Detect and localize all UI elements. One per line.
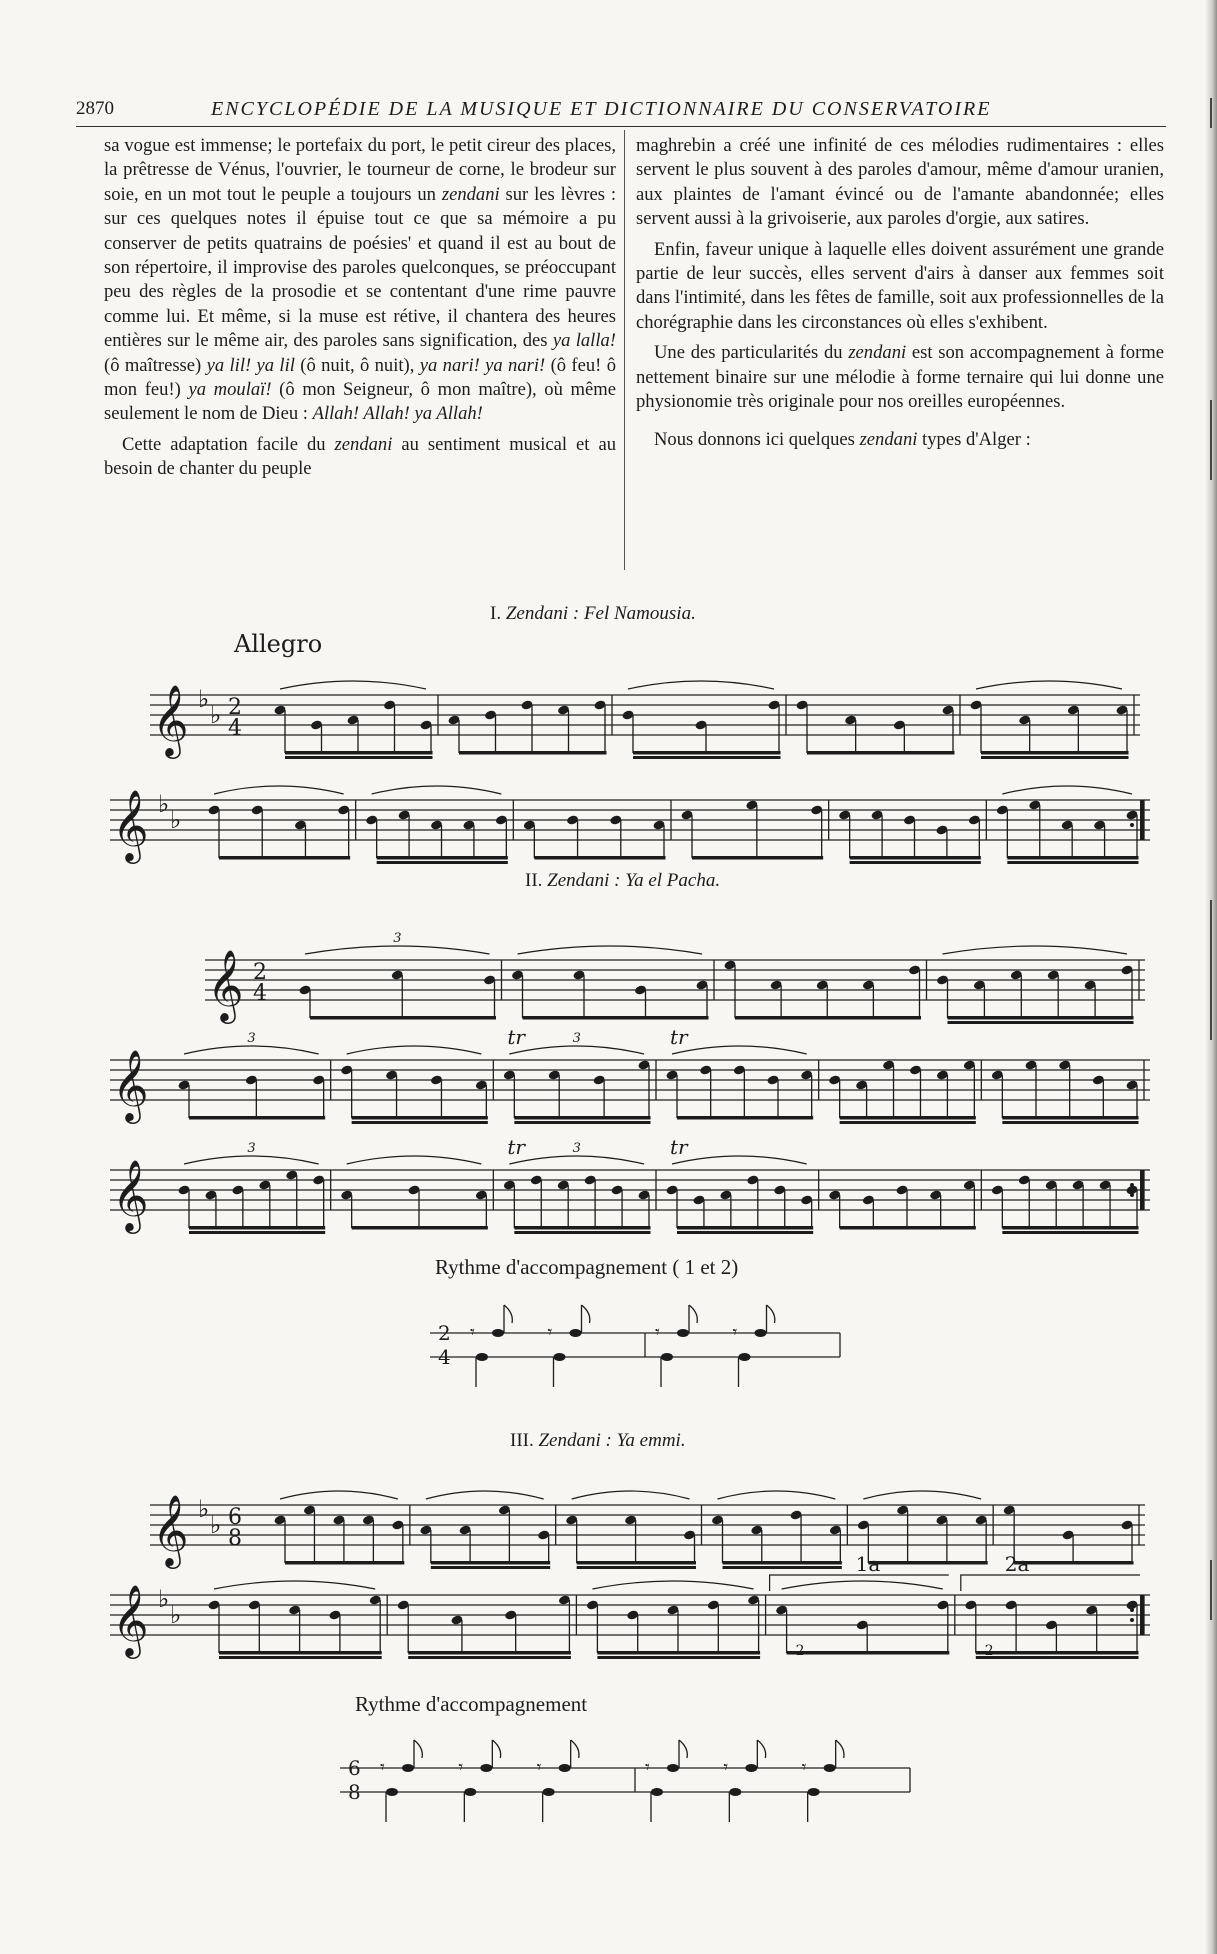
note-beam xyxy=(189,1116,325,1120)
rhythm-note-lower xyxy=(661,1353,673,1361)
trill-mark: tr xyxy=(670,1135,688,1159)
treble-clef-icon: 𝄞 xyxy=(152,1493,189,1566)
slur xyxy=(214,786,344,794)
eighth-rest-icon: 𝄾 xyxy=(458,1757,464,1778)
note-beam xyxy=(523,1016,709,1020)
note-beam xyxy=(514,1226,650,1230)
slur xyxy=(509,1046,644,1054)
note-beam xyxy=(981,751,1129,755)
rhythm-flag xyxy=(492,1740,500,1758)
triplet-number: 3 xyxy=(393,931,402,946)
rhythm-staff-1 xyxy=(430,1285,850,1395)
time-signature-top: 2 xyxy=(253,960,267,985)
note-beam xyxy=(1002,1116,1138,1120)
flat-sign-icon: ♭ xyxy=(170,1601,182,1629)
slur xyxy=(592,1581,753,1589)
rhythm-note-upper xyxy=(745,1764,757,1772)
note-beam xyxy=(597,1656,760,1659)
eighth-rest-icon: 𝄾 xyxy=(536,1757,542,1778)
note-beam xyxy=(285,751,433,755)
rhythm-note-lower xyxy=(464,1788,476,1796)
music-staff-ex2-line3 xyxy=(110,1130,1150,1250)
rhythm-note-lower xyxy=(651,1788,663,1796)
rhythm-note-upper xyxy=(755,1329,767,1337)
slur xyxy=(863,1491,981,1499)
rhythm-flag xyxy=(689,1305,697,1323)
ending-1-label: 1a xyxy=(855,1552,881,1576)
note-beam xyxy=(976,1656,1139,1659)
right-paragraph-4: Nous donnons ici quelques zendani types d'Alger : xyxy=(654,429,1031,451)
fingering-number: 2 xyxy=(795,1643,805,1659)
time-signature-bottom: 4 xyxy=(253,981,267,1006)
rhythm-note-upper xyxy=(570,1329,582,1337)
note-beam xyxy=(1002,1226,1138,1230)
note-beam xyxy=(976,1651,1139,1655)
rhythm-time-top: 2 xyxy=(438,1321,451,1345)
flat-sign-icon: ♭ xyxy=(170,806,182,834)
eighth-rest-icon: 𝄾 xyxy=(380,1757,385,1778)
slur xyxy=(280,1491,398,1499)
slur xyxy=(518,946,703,954)
note-beam xyxy=(514,1231,650,1234)
left-paragraph-1: sa vogue est immense; le portefaix du port, le petit cireur des places, la prêtresse de Vénus, l'ouvrier, le tourneur de corne, le brodeur sur soie, en un mot tout le peuple a toujours un zendani sur les lèvres : sur ces quelques notes il épuise tout ce que sa mémoire a pu conserver de petits quatrains de poésies' et quand il est au bout de son répertoire, il improvise des paroles quelconques, se préoccupant peu des règles de la prosodie et se contentant d'une rime pauvre comme lui. Et même, si la muse est rétive, il chantera des heures entières sur le même air, des paroles sans signification, des ya lalla! (ô maîtresse) ya lil! ya lil (ô nuit, ô nuit), ya nari! ya nari! (ô feu! ô mon feu!) ya moulaï! (ô mon Seigneur, ô mon maître), où même seulement le nom de Dieu : Allah! Allah! ya Allah! xyxy=(104,135,616,425)
slur xyxy=(372,786,502,794)
note-beam xyxy=(514,1116,650,1120)
eighth-rest-icon: 𝄾 xyxy=(723,1757,729,1778)
treble-clef-icon: 𝄞 xyxy=(152,683,189,756)
eighth-rest-icon: 𝄾 xyxy=(470,1322,475,1343)
note-beam xyxy=(377,861,508,864)
edge-mark xyxy=(1210,1560,1212,1620)
note-beam xyxy=(850,856,981,860)
slur xyxy=(943,946,1128,954)
running-title: ENCYCLOPÉDIE DE LA MUSIQUE ET DICTIONNAIRE DU CONSERVATOIRE xyxy=(211,98,992,120)
volta-bracket-1 xyxy=(770,1575,949,1591)
example-3-title: III. Zendani : Ya emmi. xyxy=(510,1430,686,1451)
treble-clef-icon: 𝄞 xyxy=(112,1583,149,1656)
note-beam xyxy=(840,1116,976,1120)
note-beam xyxy=(352,1116,488,1120)
right-paragraph-1: maghrebin a créé une infinité de ces mélodies rudimentaires : elles servent le plus souvent à des paroles d'amour, même d'amour uranien, aux plaintes de l'amant évincé ou de l'amante abandonnée; elles servent aussi à la grivoiserie, aux paroles d'orgie, aux satires. xyxy=(636,135,1164,230)
rhythm-note-upper xyxy=(492,1329,504,1337)
repeat-dot xyxy=(1130,823,1134,827)
right-column xyxy=(636,134,1164,459)
note-beam xyxy=(840,1121,976,1124)
example-1-title: I. Zendani : Fel Namousia. xyxy=(490,603,696,624)
edge-mark xyxy=(1210,400,1212,480)
slur xyxy=(672,1046,807,1054)
rhythm-time-bottom: 4 xyxy=(438,1345,451,1369)
example-2-title: II. Zendani : Ya el Pacha. xyxy=(525,870,721,891)
rhythm-flag xyxy=(582,1305,590,1323)
rhythm-note-lower xyxy=(476,1353,488,1361)
slur xyxy=(426,1491,544,1499)
final-bar xyxy=(1140,1595,1144,1635)
time-signature-top: 2 xyxy=(228,695,242,720)
rhythm-flag xyxy=(571,1740,579,1758)
rhythm-time-top: 6 xyxy=(348,1756,361,1780)
slur xyxy=(976,681,1122,689)
slur xyxy=(1002,786,1132,794)
note-beam xyxy=(285,756,433,759)
page-header xyxy=(76,96,1166,127)
eighth-rest-icon: 𝄾 xyxy=(801,1757,807,1778)
triplet-number: 3 xyxy=(572,1141,581,1156)
note-beam xyxy=(787,1651,950,1655)
flat-sign-icon: ♭ xyxy=(158,790,170,818)
slur xyxy=(672,1156,807,1164)
rhythm-2-label: Rythme d'accompagnement xyxy=(355,1692,588,1716)
trill-mark: tr xyxy=(507,1025,525,1049)
note-beam xyxy=(850,861,981,864)
note-beam xyxy=(310,1016,496,1020)
treble-clef-icon: 𝄞 xyxy=(207,948,244,1021)
treble-clef-icon: 𝄞 xyxy=(112,1048,149,1121)
note-beam xyxy=(408,1651,571,1655)
trill-mark: tr xyxy=(507,1135,525,1159)
time-signature-bottom: 8 xyxy=(228,1526,242,1551)
slur xyxy=(718,1491,836,1499)
rhythm-note-upper xyxy=(667,1764,679,1772)
rhythm-staff-2 xyxy=(340,1720,920,1850)
flat-sign-icon: ♭ xyxy=(210,701,222,729)
slur xyxy=(628,681,774,689)
slur xyxy=(184,1156,319,1164)
eighth-rest-icon: 𝄾 xyxy=(645,1757,650,1778)
rhythm-note-lower xyxy=(808,1788,820,1796)
slur xyxy=(572,1491,690,1499)
slur xyxy=(305,946,490,954)
treble-clef-icon: 𝄞 xyxy=(112,1158,149,1231)
note-beam xyxy=(514,1121,650,1124)
tempo-marking: Allegro xyxy=(234,630,323,658)
left-paragraph-2: Cette adaptation facile du zendani au sentiment musical et au besoin de chanter du peuple xyxy=(104,433,617,480)
final-bar xyxy=(1140,800,1144,840)
repeat-dot xyxy=(1130,813,1134,817)
note-beam xyxy=(807,751,955,755)
rhythm-flag xyxy=(679,1740,687,1758)
rhythm-note-lower xyxy=(739,1353,751,1361)
rhythm-note-upper xyxy=(677,1329,689,1337)
final-bar xyxy=(1140,1170,1144,1210)
note-beam xyxy=(377,856,508,860)
slur xyxy=(509,1156,644,1164)
note-beam xyxy=(459,751,607,755)
flat-sign-icon: ♭ xyxy=(210,1511,222,1539)
note-beam xyxy=(1002,1231,1138,1234)
flat-sign-icon: ♭ xyxy=(158,1585,170,1613)
rhythm-flag xyxy=(767,1305,775,1323)
note-beam xyxy=(219,856,350,860)
rhythm-note-lower xyxy=(543,1788,555,1796)
slur xyxy=(347,1156,482,1164)
note-beam xyxy=(677,1231,813,1234)
edge-mark xyxy=(1210,900,1212,1040)
rhythm-note-upper xyxy=(480,1764,492,1772)
note-beam xyxy=(840,1226,976,1230)
left-column xyxy=(104,134,616,488)
note-beam xyxy=(633,756,781,759)
rhythm-note-upper xyxy=(402,1764,414,1772)
repeat-dot xyxy=(1130,1608,1134,1612)
column-divider xyxy=(624,130,625,570)
repeat-dot xyxy=(1130,1618,1134,1622)
volta-bracket-2 xyxy=(961,1575,1140,1591)
right-paragraph-3: Une des particularités du zendani est son accompagnement à forme nettement binaire sur une mélodie à forme ternaire qui lui donne une physionomie très originale pour nos oreilles européennes. xyxy=(636,342,1164,413)
note-beam xyxy=(948,1016,1134,1020)
note-beam xyxy=(189,1231,325,1234)
rhythm-1-label: Rythme d'accompagnement ( 1 et 2) xyxy=(435,1255,739,1279)
note-beam xyxy=(352,1226,488,1230)
note-beam xyxy=(677,1226,813,1230)
note-beam xyxy=(219,1656,382,1659)
note-beam xyxy=(1002,1121,1138,1124)
music-staff-ex2-line2 xyxy=(110,1020,1150,1140)
rhythm-flag xyxy=(414,1740,422,1758)
flat-sign-icon: ♭ xyxy=(198,1495,210,1523)
music-staff-ex1-line1 xyxy=(150,655,1140,775)
note-beam xyxy=(633,751,781,755)
fingering-number: 2 xyxy=(984,1643,994,1659)
eighth-rest-icon: 𝄾 xyxy=(655,1322,660,1343)
rhythm-note-lower xyxy=(554,1353,566,1361)
eighth-rest-icon: 𝄾 xyxy=(732,1322,738,1343)
note-beam xyxy=(219,1651,382,1655)
time-signature-top: 6 xyxy=(228,1505,242,1530)
note-beam xyxy=(735,1016,921,1020)
note-beam xyxy=(1007,856,1138,860)
triplet-number: 3 xyxy=(247,1141,256,1156)
note-beam xyxy=(597,1651,760,1655)
rhythm-flag xyxy=(757,1740,765,1758)
rhythm-time-bottom: 8 xyxy=(348,1780,361,1804)
note-beam xyxy=(692,856,823,860)
time-signature-bottom: 4 xyxy=(228,716,242,741)
trill-mark: tr xyxy=(670,1025,688,1049)
treble-clef-icon: 𝄞 xyxy=(112,788,149,861)
note-beam xyxy=(677,1116,813,1120)
eighth-rest-icon: 𝄾 xyxy=(547,1322,553,1343)
note-beam xyxy=(189,1226,325,1230)
rhythm-note-upper xyxy=(824,1764,836,1772)
rhythm-flag xyxy=(504,1305,512,1323)
repeat-dot xyxy=(1130,1193,1134,1197)
rhythm-flag xyxy=(836,1740,844,1758)
slur xyxy=(347,1046,482,1054)
slur xyxy=(214,1581,375,1589)
page-number: 2870 xyxy=(76,98,114,119)
repeat-dot xyxy=(1130,1183,1134,1187)
right-paragraph-2: Enfin, faveur unique à laquelle elles doivent assurément une grande partie de leur succès, elles servent d'airs à danser aux femmes soit dans l'intimité, dans les fêtes de famille, soit aux professionnelles de la chorégraphie dans les circonstances où elles s'exhibent. xyxy=(636,238,1164,333)
ending-2-label: 2a xyxy=(1004,1552,1030,1576)
triplet-number: 3 xyxy=(572,1031,581,1046)
note-beam xyxy=(1007,861,1138,864)
rhythm-note-upper xyxy=(559,1764,571,1772)
triplet-number: 3 xyxy=(247,1031,256,1046)
music-staff-ex3-line2 xyxy=(110,1552,1150,1685)
edge-mark xyxy=(1210,98,1212,128)
slur xyxy=(280,681,426,689)
rhythm-note-lower xyxy=(386,1788,398,1796)
rhythm-note-lower xyxy=(729,1788,741,1796)
note-beam xyxy=(534,856,665,860)
slur xyxy=(782,1581,943,1589)
note-beam xyxy=(981,756,1129,759)
note-beam xyxy=(352,1121,488,1124)
note-beam xyxy=(408,1656,571,1659)
music-staff-ex1-line2 xyxy=(110,760,1150,880)
flat-sign-icon: ♭ xyxy=(198,685,210,713)
slur xyxy=(184,1046,319,1054)
